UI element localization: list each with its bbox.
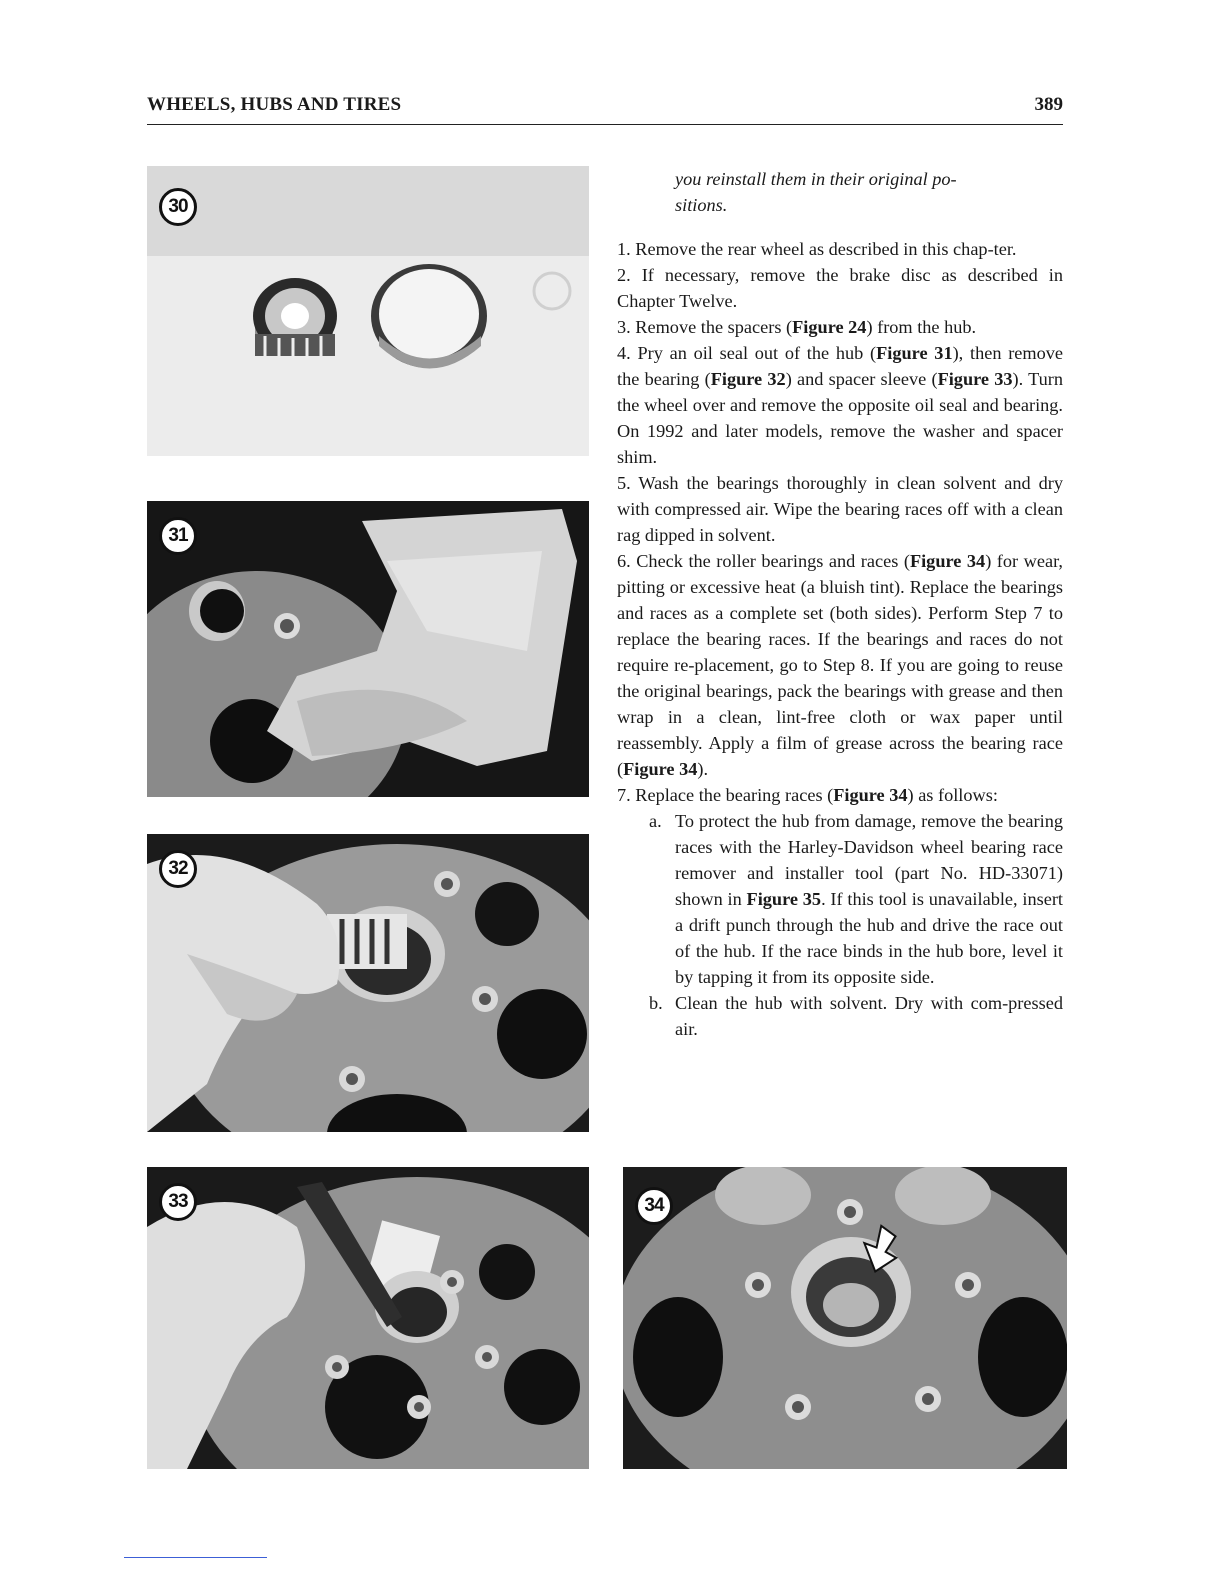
step-text: ) from the hub. [866,317,977,337]
substep-item [617,990,1063,1042]
note-line-2: sitions. [675,195,728,215]
oil-seal-removal-photo [147,501,589,797]
figure-reference: Figure 32 [710,369,786,389]
figure-33 [147,1167,589,1469]
step-item [617,314,1063,340]
step-text: ) and spacer sleeve ( [785,369,938,389]
step-item [617,782,1063,808]
figure-32-label: 32 [159,850,197,888]
figure-reference: Figure 35 [746,889,822,909]
step-number: 6. [617,551,637,571]
bearing-race-photo [623,1167,1067,1469]
step-text: . If this tool is unavailable, insert a drift punch through the hub and drive the race out of the hub. If the race binds in the hub bore, level it by tapping it from its opposite side. [675,889,1063,987]
note-text [675,166,1023,218]
figure-reference: Figure 33 [937,369,1013,389]
figure-34-label: 34 [635,1187,673,1225]
bearing-removal-photo [147,834,589,1132]
step-number: 3. [617,317,636,337]
step-item [617,236,1063,262]
figure-33-label: 33 [159,1183,197,1221]
step-text: ), then remove the bearing ( [617,343,1064,389]
step-text: ). [697,759,709,779]
figure-30 [147,166,589,456]
page-number: 389 [1034,94,1063,115]
step-number: 1. [617,239,636,259]
step-number: 4. [617,343,638,363]
chapter-title: WHEELS, HUBS AND TIRES [147,94,402,115]
step-text: Remove the rear wheel as described in this chap-ter. [635,239,1017,259]
figure-34 [623,1167,1067,1469]
page-header [147,94,1063,125]
step-text: Remove the spacers ( [635,317,793,337]
figure-reference: Figure 34 [833,785,908,805]
step-text: ). Turn the wheel over and remove the opposite oil seal and bearing. On 1992 and later models, remove the washer and spacer shim. [617,369,1063,467]
step-item [617,340,1063,470]
figure-30-label: 30 [159,188,197,226]
figure-32 [147,834,589,1132]
step-text: Replace the bearing races ( [635,785,834,805]
step-item [617,262,1063,314]
figure-reference: Figure 34 [909,551,986,571]
figure-31 [147,501,589,797]
substep-label: b. [649,993,663,1013]
step-text: ) as follows: [907,785,998,805]
substep-label: a. [649,811,662,831]
footnote-rule [124,1557,267,1558]
figure-31-label: 31 [159,517,197,555]
step-text: Pry an oil seal out of the hub ( [637,343,877,363]
step-text: Check the roller bearings and races ( [636,551,910,571]
step-number: 5. [617,473,639,493]
step-number: 7. [617,785,636,805]
body-text [617,166,1063,1042]
step-item [617,548,1063,782]
spacer-sleeve-removal-photo [147,1167,589,1469]
substep-item [617,808,1063,990]
bearing-and-race-photo [147,166,589,456]
step-text: Clean the hub with solvent. Dry with com-pressed air. [675,993,1063,1039]
step-text: To protect the hub from damage, remove the bearing races with the Harley-Davidson wheel bearing race remover and installer tool (part No. HD-33071) shown in [675,811,1063,909]
note-line-1: you reinstall them in their original po- [675,169,957,189]
step-text: ) for wear, pitting or excessive heat (a bluish tint). Replace the bearings and races as a complete set (both sides). Perform Step 7 to replace the bearing races. If the bearings and races do not require re-placement, go to Step 8. If you are going to reuse the original bearings, pack the bearings with grease and then wrap in a clean, lint-free cloth or wax paper until reassembly. Apply a film of grease across the bearing race ( [617,551,1064,779]
figure-reference: Figure 34 [623,759,698,779]
step-text: If necessary, remove the brake disc as described in Chapter Twelve. [617,265,1063,311]
step-item [617,470,1063,548]
step-list [617,236,1063,808]
substep-list [617,808,1063,1042]
figure-reference: Figure 31 [876,343,953,363]
step-number: 2. [617,265,642,285]
step-text: Wash the bearings thoroughly in clean solvent and dry with compressed air. Wipe the bearing races off with a clean rag dipped in solvent. [617,473,1063,545]
figure-reference: Figure 24 [792,317,867,337]
